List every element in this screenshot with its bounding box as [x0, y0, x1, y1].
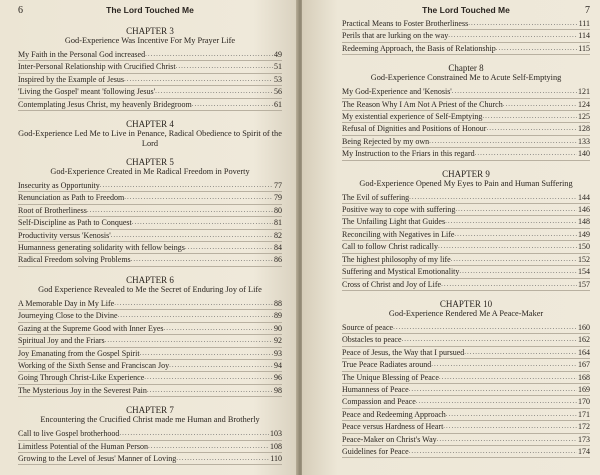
- entry-page-number: 162: [578, 335, 590, 345]
- entry-page-number: 94: [274, 360, 282, 370]
- dot-leader: [192, 99, 273, 110]
- chapter-heading: CHAPTER 4: [126, 119, 174, 130]
- dot-leader: [431, 359, 577, 370]
- entry-title: Refusal of Dignities and Positions of Honour: [342, 124, 487, 134]
- dot-leader: [451, 254, 577, 265]
- entry-title: Practical Means to Foster Brotherliness: [342, 19, 469, 28]
- toc-entry[interactable]: [342, 18, 590, 30]
- entry-title: The Unique Blessing of Peace: [342, 372, 439, 382]
- entry-page-number: 77: [274, 181, 282, 191]
- entry-title: Inspired by the Example of Jesus: [18, 74, 124, 84]
- entry-title: Compassion and Peace: [342, 397, 416, 407]
- dot-leader: [140, 348, 273, 359]
- entry-title: Radical Freedom solving Problems: [18, 255, 131, 265]
- dot-leader: [100, 180, 273, 191]
- page-number: 7: [585, 4, 590, 16]
- dot-leader: [439, 372, 577, 383]
- chapter-heading: CHAPTER 9: [442, 168, 490, 179]
- dot-leader: [452, 86, 577, 97]
- dot-leader: [169, 360, 273, 371]
- dot-leader: [148, 441, 269, 452]
- toc-entry[interactable]: [18, 74, 282, 86]
- entry-page-number: 93: [274, 348, 282, 358]
- toc-entry[interactable]: [18, 205, 282, 217]
- entry-title: The Unfailing Light that Guides: [342, 217, 446, 227]
- entry-page-number: 81: [274, 218, 282, 228]
- toc-entry[interactable]: [18, 86, 282, 98]
- entry-title: Call to follow Christ radically: [342, 242, 438, 252]
- entry-title: Insecurity as Opportunity: [18, 181, 100, 191]
- entry-title: Peace-Maker on Christ's Way: [342, 434, 437, 444]
- toc-entry[interactable]: [342, 43, 590, 55]
- dot-leader: [446, 409, 577, 420]
- running-title: The Lord Touched Me: [106, 5, 194, 15]
- entry-title: The Evil of suffering: [342, 192, 410, 202]
- entry-page-number: 157: [578, 279, 590, 289]
- toc-entry[interactable]: [342, 279, 590, 291]
- entry-title: Spiritual Joy and the Friars: [18, 336, 105, 346]
- entry-page-number: 53: [274, 74, 282, 84]
- dot-leader: [454, 229, 577, 240]
- toc-entry[interactable]: [342, 99, 590, 111]
- toc-entry[interactable]: [18, 348, 282, 360]
- toc-entry[interactable]: [342, 229, 590, 241]
- entry-page-number: 169: [578, 384, 590, 394]
- toc-left: [18, 26, 282, 465]
- toc-entry[interactable]: [18, 298, 282, 310]
- entry-title: My Faith in the Personal God increased: [18, 50, 146, 59]
- entry-page-number: 56: [274, 87, 282, 97]
- toc-entry[interactable]: [18, 192, 282, 204]
- dot-leader: [176, 453, 269, 464]
- dot-leader: [105, 335, 273, 346]
- entry-title: Productivity versus 'Kenosis': [18, 230, 111, 240]
- chapter-title: God-Experience Created in Me Radical Freedom in Poverty: [50, 167, 250, 177]
- entry-page-number: 90: [274, 323, 282, 333]
- entry-page-number: 84: [274, 243, 282, 253]
- dot-leader: [448, 30, 577, 41]
- entry-title: The Reason Why I Am Not A Priest of the Church: [342, 99, 503, 109]
- left-page: [0, 0, 298, 475]
- dot-leader: [468, 18, 577, 29]
- dot-leader: [118, 310, 273, 321]
- dot-leader: [87, 205, 273, 216]
- entry-page-number: 128: [578, 124, 590, 134]
- dot-leader: [132, 217, 273, 228]
- toc-entry[interactable]: [342, 192, 590, 204]
- entry-title: Going Through Christ-Like Experience: [18, 373, 145, 383]
- page-number: 6: [18, 4, 23, 16]
- toc-entry[interactable]: [18, 217, 282, 229]
- chapter-heading: CHAPTER 10: [439, 298, 493, 309]
- toc-entry[interactable]: [342, 266, 590, 278]
- toc-entry[interactable]: [18, 360, 282, 372]
- toc-entry[interactable]: [342, 254, 590, 266]
- entry-title: Root of Brotherliness: [18, 205, 87, 215]
- entry-title: Humanness of Peace: [342, 384, 409, 394]
- entry-page-number: 150: [578, 242, 590, 252]
- right-page: [302, 0, 600, 475]
- dot-leader: [429, 136, 577, 147]
- toc-entry[interactable]: [342, 322, 590, 334]
- entry-title: Gazing at the Supreme Good with Inner Eyes: [18, 323, 164, 333]
- entry-title: My Instruction to the Friars in this regard: [342, 149, 475, 159]
- toc-entry[interactable]: [18, 385, 282, 397]
- dot-leader: [441, 279, 577, 290]
- chapter-title: God-Experience Was Incentive For My Prayer Life: [64, 36, 236, 45]
- entry-page-number: 61: [274, 99, 282, 109]
- entry-page-number: 125: [578, 112, 590, 122]
- entry-title: True Peace Radiates around: [342, 360, 432, 370]
- entry-page-number: 121: [578, 87, 590, 97]
- entry-page-number: 144: [578, 192, 590, 202]
- entry-title: The Mysterious Joy in the Severest Pain: [18, 385, 147, 395]
- toc-entry[interactable]: [342, 409, 590, 421]
- entry-page-number: 172: [578, 422, 590, 432]
- chapter-title: God-Experience Rendered Me A Peace-Maker: [388, 308, 544, 318]
- entry-page-number: 110: [270, 453, 282, 463]
- entry-title: The highest philosophy of my life: [342, 254, 451, 264]
- dot-leader: [124, 192, 273, 203]
- entry-page-number: 111: [578, 19, 590, 28]
- toc-entry[interactable]: [18, 453, 282, 465]
- toc-entry[interactable]: [18, 180, 282, 192]
- entry-page-number: 114: [578, 31, 590, 41]
- toc-entry[interactable]: [18, 428, 282, 440]
- toc-entry[interactable]: [18, 254, 282, 266]
- entry-title: Peace versus Hardness of Heart: [342, 422, 444, 432]
- toc-entry[interactable]: [18, 372, 282, 384]
- toc-entry[interactable]: [342, 384, 590, 396]
- chapter-heading: CHAPTER 6: [126, 274, 174, 285]
- chapter-title: God-Experience Constrained Me to Acute Self-Emptying: [370, 73, 562, 83]
- dot-leader: [402, 334, 577, 345]
- entry-page-number: 173: [578, 434, 590, 444]
- dot-leader: [131, 254, 273, 265]
- running-head: [18, 2, 282, 18]
- toc-entry[interactable]: [18, 99, 282, 111]
- toc-entry[interactable]: [18, 310, 282, 322]
- toc-entry[interactable]: [342, 446, 590, 458]
- dot-leader: [409, 384, 577, 395]
- dot-leader: [185, 242, 273, 253]
- chapter-title: God-Experience Opened My Eyes to Pain and Human Suffering: [359, 178, 573, 188]
- entry-page-number: 164: [578, 347, 590, 357]
- toc-entry[interactable]: [342, 372, 590, 384]
- toc-entry[interactable]: [342, 204, 590, 216]
- entry-title: Inter-Personal Relationship with Crucified Christ: [18, 62, 176, 72]
- entry-page-number: 146: [578, 205, 590, 215]
- chapter-title: God-Experience Led Me to Live in Penance, Radical Obedience to Spirit of the Lord: [18, 129, 282, 149]
- dot-leader: [147, 385, 273, 396]
- toc-entry[interactable]: [342, 30, 590, 42]
- toc-entry[interactable]: [342, 347, 590, 359]
- toc-right: [342, 18, 590, 458]
- dot-leader: [475, 148, 577, 159]
- entry-page-number: 96: [274, 373, 282, 383]
- entry-title: Being Rejected by my own: [342, 136, 430, 146]
- dot-leader: [438, 241, 577, 252]
- entry-page-number: 171: [578, 409, 590, 419]
- entry-title: Peace of Jesus, the Way that I pursued: [342, 347, 465, 357]
- dot-leader: [459, 266, 577, 277]
- chapter-title: God Experience Revealed to Me the Secret of Enduring Joy of Life: [38, 284, 262, 294]
- toc-entry[interactable]: [342, 123, 590, 135]
- entry-title: My God-Experience and 'Kenosis': [342, 87, 452, 97]
- dot-leader: [416, 396, 577, 407]
- dot-leader: [445, 216, 577, 227]
- toc-entry[interactable]: [18, 335, 282, 347]
- entry-title: Guidelines for Peace: [342, 446, 409, 456]
- entry-page-number: 168: [578, 372, 590, 382]
- dot-leader: [503, 99, 577, 110]
- chapter-heading: CHAPTER 7: [126, 405, 174, 416]
- toc-entry[interactable]: [18, 230, 282, 242]
- dot-leader: [443, 421, 577, 432]
- dot-leader: [164, 323, 273, 334]
- entry-page-number: 103: [270, 429, 282, 439]
- entry-title: Cross of Christ and Joy of Life: [342, 279, 442, 289]
- toc-entry[interactable]: [342, 111, 590, 123]
- running-head: [342, 2, 590, 18]
- chapter-heading: Chapter 8: [448, 63, 484, 74]
- entry-page-number: 149: [578, 229, 590, 239]
- toc-entry[interactable]: [18, 61, 282, 73]
- entry-page-number: 170: [578, 397, 590, 407]
- dot-leader: [114, 298, 273, 309]
- toc-entry[interactable]: [342, 86, 590, 98]
- toc-entry[interactable]: [342, 136, 590, 148]
- entry-page-number: 115: [578, 43, 590, 53]
- chapter-heading: CHAPTER 5: [126, 157, 174, 168]
- toc-entry[interactable]: [342, 216, 590, 228]
- toc-entry[interactable]: [18, 49, 282, 61]
- entry-title: Perils that are lurking on the way: [342, 31, 449, 41]
- entry-title: Working of the Sixth Sense and Franciscan Joy: [18, 360, 170, 370]
- entry-page-number: 108: [270, 441, 282, 451]
- entry-page-number: 140: [578, 149, 590, 159]
- entry-title: Redeeming Approach, the Basis of Relationship: [342, 43, 496, 53]
- dot-leader: [486, 123, 577, 134]
- dot-leader: [393, 322, 577, 333]
- entry-page-number: 152: [578, 254, 590, 264]
- dot-leader: [409, 192, 577, 203]
- entry-title: 'Living the Gospel' meant 'following Jesus': [18, 87, 156, 97]
- entry-title: Reconciling with Negatives in Life: [342, 229, 455, 239]
- toc-entry[interactable]: [18, 441, 282, 453]
- entry-page-number: 160: [578, 322, 590, 332]
- entry-page-number: 124: [578, 99, 590, 109]
- dot-leader: [176, 61, 273, 72]
- entry-page-number: 82: [274, 230, 282, 240]
- toc-entry[interactable]: [342, 334, 590, 346]
- dot-leader: [111, 230, 273, 241]
- entry-title: Peace and Redeeming Approach: [342, 409, 446, 419]
- toc-entry[interactable]: [342, 148, 590, 160]
- dot-leader: [124, 74, 273, 85]
- entry-page-number: 167: [578, 360, 590, 370]
- chapter-title: Encountering the Crucified Christ made me Human and Brotherly: [40, 415, 260, 425]
- entry-page-number: 89: [274, 311, 282, 321]
- dot-leader: [455, 204, 577, 215]
- dot-leader: [496, 43, 578, 54]
- entry-title: Obstacles to peace: [342, 335, 402, 345]
- entry-title: Suffering and Mystical Emotionality: [342, 267, 460, 277]
- entry-page-number: 133: [578, 136, 590, 146]
- dot-leader: [464, 347, 577, 358]
- entry-title: Growing to the Level of Jesus' Manner of Loving: [18, 453, 177, 463]
- entry-page-number: 49: [274, 50, 282, 59]
- entry-title: Contemplating Jesus Christ, my heavenly Bridegroom: [18, 99, 192, 109]
- toc-entry[interactable]: [342, 359, 590, 371]
- entry-page-number: 88: [274, 298, 282, 308]
- entry-page-number: 148: [578, 217, 590, 227]
- toc-entry[interactable]: [342, 434, 590, 446]
- entry-title: Positive way to cope with suffering: [342, 205, 456, 215]
- entry-title: Call to live Gospel brotherhood: [18, 429, 120, 439]
- toc-entry[interactable]: [342, 241, 590, 253]
- entry-title: Self-Discipline as Path to Conquest: [18, 218, 132, 228]
- dot-leader: [482, 111, 577, 122]
- toc-entry[interactable]: [342, 421, 590, 433]
- entry-page-number: 92: [274, 336, 282, 346]
- entry-page-number: 86: [274, 255, 282, 265]
- running-title: The Lord Touched Me: [422, 5, 510, 15]
- toc-entry[interactable]: [18, 242, 282, 254]
- toc-entry[interactable]: [18, 323, 282, 335]
- entry-title: Humanness generating solidarity with fellow beings: [18, 243, 185, 253]
- chapter-heading: CHAPTER 3: [126, 26, 174, 36]
- dot-leader: [119, 428, 269, 439]
- entry-title: A Memorable Day in My Life: [18, 298, 115, 308]
- entry-page-number: 174: [578, 446, 590, 456]
- entry-page-number: 80: [274, 205, 282, 215]
- dot-leader: [409, 446, 577, 457]
- entry-title: Renunciation as Path to Freedom: [18, 193, 125, 203]
- entry-page-number: 79: [274, 193, 282, 203]
- dot-leader: [437, 434, 577, 445]
- dot-leader: [155, 86, 273, 97]
- entry-title: Source of peace: [342, 322, 394, 332]
- toc-entry[interactable]: [342, 396, 590, 408]
- entry-page-number: 51: [274, 62, 282, 72]
- entry-title: Limitless Potential of the Human Person: [18, 441, 148, 451]
- entry-page-number: 154: [578, 267, 590, 277]
- entry-title: My existential experience of Self-Emptying: [342, 112, 483, 122]
- entry-title: Journeying Close to the Divine: [18, 311, 118, 321]
- dot-leader: [144, 372, 273, 383]
- entry-page-number: 98: [274, 385, 282, 395]
- dot-leader: [145, 49, 273, 60]
- entry-title: Joy Emanating from the Gospel Spirit: [18, 348, 140, 358]
